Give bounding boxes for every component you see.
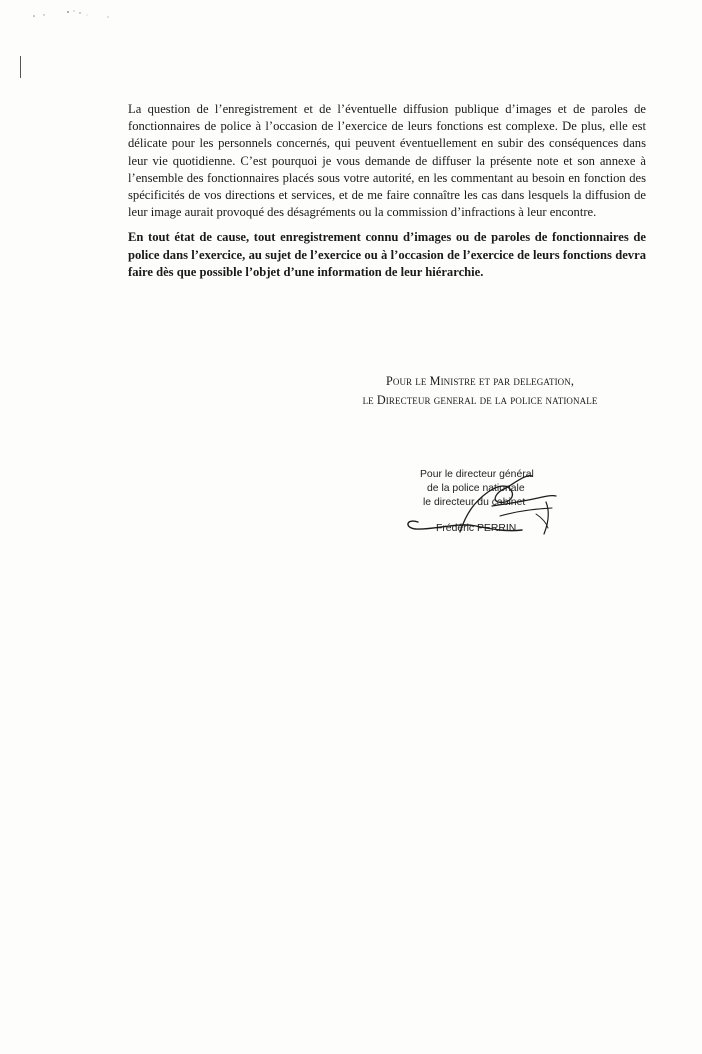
paragraph-2-bold — [128, 229, 646, 281]
stamp-line-1: Pour le directeur général — [420, 469, 534, 480]
signature-stamp — [396, 462, 586, 542]
stamp-line-2: de la police nationale — [427, 483, 525, 494]
stamp-line-3: le directeur du cabinet — [423, 497, 526, 508]
signature-block — [330, 372, 630, 410]
signature-line-2: le Directeur general de la police nationale — [362, 393, 598, 407]
paragraph-1-text: La question de l’enregistrement et de l’éventuelle diffusion publique d’images et de paroles de fonctionnaires de police à l’occasion de l’exercice de leurs fonctions est complexe. De plus, elle est délicate pour les personnels concernés, qui peuvent éventuellement en subir des conséquences dans leur vie quotidienne. C’est pourquoi je vous demande de diffuser la présente note et son annexe à l’ensemble des fonctionnaires placés sous votre autorité, en les commentant au besoin en fonction des spécificités de vos directions et services, et de me faire connaître les cas dans lesquels la diffusion de leur image aurait provoqué des désagréments ou la commission d’infractions à leur encontre. — [128, 102, 646, 220]
signature-line-1: Pour le Ministre et par delegation, — [385, 374, 575, 388]
stamp-line-4: Frédéric PERRIN — [436, 523, 517, 534]
paragraph-1 — [128, 101, 646, 221]
scan-speckles — [30, 6, 120, 22]
body-text — [128, 101, 646, 289]
margin-mark — [20, 56, 21, 78]
paragraph-2-text: En tout état de cause, tout enregistrement connu d’images ou de paroles de fonctionnaires de police dans l’exercice, au sujet de l’exercice ou à l’occasion de l’exercice de leurs fonctions devra faire dès que possible l’objet d’une information de leur hiérarchie. — [128, 230, 646, 279]
